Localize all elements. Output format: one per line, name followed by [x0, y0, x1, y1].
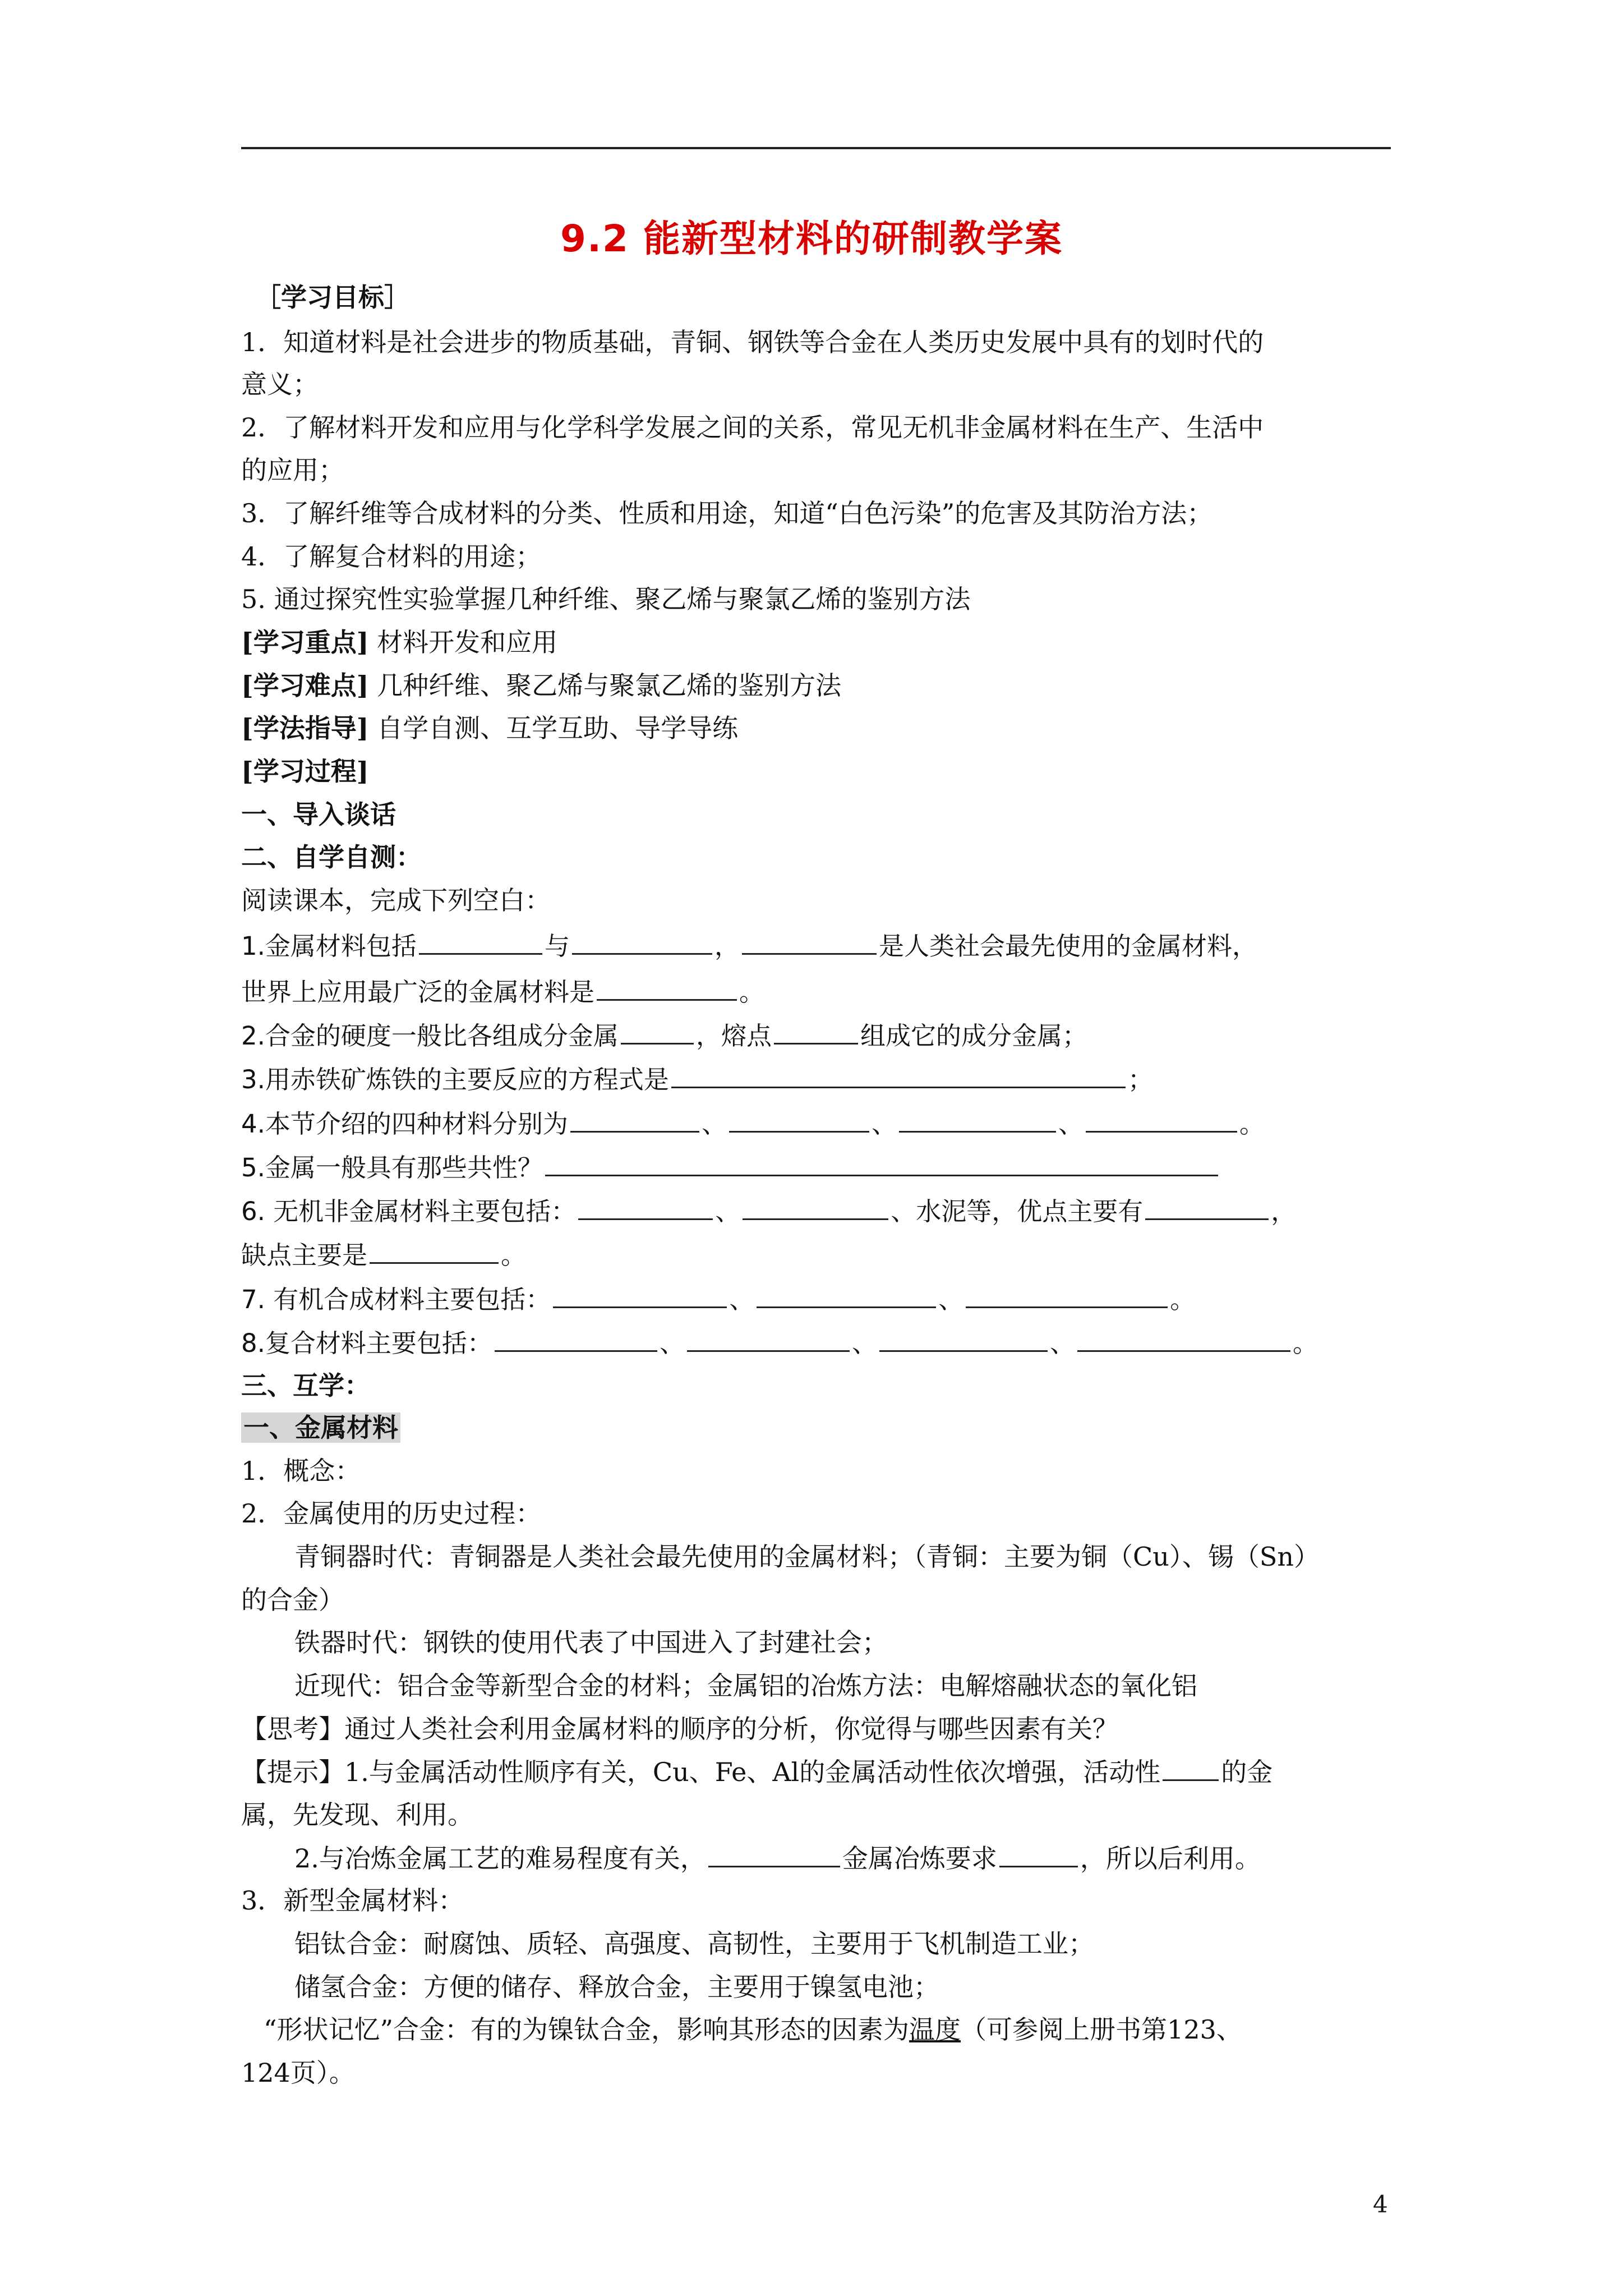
blank[interactable] — [545, 1150, 1218, 1176]
underlined-term: 温度 — [909, 2014, 961, 2045]
hydrogen-storage-alloy: 储氢合金：方便的储存、释放合金，主要用于镍氢电池； — [294, 1972, 939, 2002]
objectives-heading: ［学习目标］ — [255, 282, 410, 312]
think-prompt: 【思考】通过人类社会利用金属材料的顺序的分析，你觉得与哪些因素有关？ — [241, 1714, 1118, 1744]
q4-text: 4.本节介绍的四种材料分别为 — [241, 1109, 568, 1139]
new-metal-materials: 3．新型金属材料： — [241, 1885, 464, 1916]
process-heading: [学习过程] — [241, 756, 369, 786]
blank[interactable] — [1086, 1106, 1237, 1133]
objective-2a: 2．了解材料开发和应用与化学科学发展之间的关系，常见无机非金属材料在生产、生活中 — [241, 412, 1264, 443]
q8-text: 。 — [1292, 1328, 1318, 1358]
hint-text: 2.与冶炼金属工艺的难易程度有关， — [294, 1843, 706, 1874]
key-points — [241, 625, 1396, 659]
blank[interactable] — [687, 1326, 850, 1352]
separator: 、 — [729, 1285, 755, 1314]
separator: 、 — [851, 1328, 877, 1358]
separator: 、 — [1049, 1328, 1075, 1358]
q3-text: 3.用赤铁矿炼铁的主要反应的方程式是 — [241, 1065, 669, 1094]
hint-1a — [241, 1755, 1396, 1789]
q6-text: 、水泥等，优点主要有 — [891, 1197, 1144, 1226]
q4-text: 。 — [1239, 1109, 1265, 1139]
diff-text: 几种纤维、聚乙烯与聚氯乙烯的鉴别方法 — [368, 670, 842, 701]
question-2 — [241, 1018, 1396, 1053]
q2-text: ，熔点 — [695, 1021, 772, 1051]
hint-1b: 属，先发现、利用。 — [241, 1800, 473, 1830]
blank[interactable] — [999, 1841, 1078, 1867]
key-label: [学习重点] — [241, 627, 369, 657]
key-text: 材料开发和应用 — [368, 627, 558, 657]
blank[interactable] — [1163, 1755, 1219, 1781]
page-title: 9.2 能新型材料的研制教学案 — [560, 217, 1063, 260]
method-label: [学法指导] — [241, 713, 369, 743]
hint-text: 的金 — [1221, 1757, 1273, 1787]
q1-text: 是人类社会最先使用的金属材料， — [878, 931, 1257, 961]
question-6b — [241, 1237, 1396, 1272]
blank[interactable] — [597, 974, 737, 1001]
bronze-age-b: 的合金） — [241, 1585, 344, 1615]
blank[interactable] — [419, 928, 542, 955]
q7-text: 7. 有机合成材料主要包括： — [241, 1285, 551, 1314]
question-6a — [241, 1194, 1396, 1228]
blank[interactable] — [774, 1018, 858, 1045]
blank[interactable] — [729, 1106, 869, 1133]
question-1b — [241, 974, 1396, 1009]
question-8 — [241, 1326, 1396, 1360]
method-text: 自学自测、互学互助、导学导练 — [368, 713, 739, 743]
q6-text: 缺点主要是 — [241, 1240, 368, 1270]
blank[interactable] — [495, 1326, 657, 1352]
q1-text: 与 — [544, 931, 570, 961]
iron-age: 铁器时代：钢铁的使用代表了中国进入了封建社会； — [294, 1627, 888, 1658]
objective-3: 3．了解纤维等合成材料的分类、性质和用途，知道“白色污染”的危害及其防治方法； — [241, 498, 1213, 528]
objective-4: 4．了解复合材料的用途； — [241, 541, 542, 572]
q8-text: 8.复合材料主要包括： — [241, 1328, 492, 1358]
blank[interactable] — [757, 1282, 936, 1308]
metal-materials-heading — [241, 1411, 1396, 1444]
hint-text: 【提示】1.与金属活动性顺序有关，Cu、Fe、Al的金属活动性依次增强，活动性 — [241, 1757, 1161, 1787]
al-ti-alloy: 铝钛合金：耐腐蚀、质轻、高强度、高韧性，主要用于飞机制造工业； — [294, 1929, 1094, 1959]
blank[interactable] — [370, 1237, 499, 1264]
blank[interactable] — [570, 1106, 699, 1133]
blank[interactable] — [742, 928, 877, 955]
section-self-test: 二、自学自测： — [241, 842, 422, 872]
header-rule — [241, 147, 1391, 149]
method-guidance — [241, 711, 1396, 745]
q6-text: 6. 无机非金属材料主要包括： — [241, 1197, 577, 1226]
question-1a — [241, 928, 1396, 963]
q1-text: ， — [714, 931, 740, 961]
blank[interactable] — [743, 1194, 888, 1220]
question-5 — [241, 1150, 1396, 1185]
q5-text: 5.金属一般具有那些共性？ — [241, 1153, 543, 1182]
q1-text: 。 — [739, 977, 765, 1007]
objective-5: 5. 通过探究性实验掌握几种纤维、聚乙烯与聚氯乙烯的鉴别方法 — [241, 584, 971, 614]
q1-text: 世界上应用最广泛的金属材料是 — [241, 977, 595, 1007]
bronze-age-a: 青铜器时代：青铜器是人类社会最先使用的金属材料；（青铜：主要为铜（Cu）、锡（Sn） — [294, 1542, 1320, 1572]
blank[interactable] — [553, 1282, 727, 1308]
question-3 — [241, 1062, 1396, 1097]
blank[interactable] — [572, 928, 712, 955]
blank[interactable] — [621, 1018, 694, 1045]
blank[interactable] — [1145, 1194, 1269, 1220]
q7-text: 。 — [1170, 1285, 1196, 1314]
q6-text: ， — [1271, 1197, 1297, 1226]
reading-instruction: 阅读课本，完成下列空白： — [241, 885, 551, 915]
difficulties — [241, 669, 1396, 702]
hint-text: ，所以后利用。 — [1080, 1843, 1261, 1874]
shape-text: （可参阅上册书第123、 — [961, 2014, 1242, 2045]
blank[interactable] — [966, 1282, 1168, 1308]
separator: 、 — [938, 1285, 964, 1314]
blank[interactable] — [1077, 1326, 1290, 1352]
diff-label: [学习难点] — [241, 670, 369, 701]
shape-memory-alloy-b: 124页）。 — [241, 2058, 355, 2088]
blank[interactable] — [578, 1194, 713, 1220]
hint-text: 金属冶炼要求 — [842, 1843, 997, 1874]
shape-text: “形状记忆”合金：有的为镍钛合金，影响其形态的因素为 — [264, 2014, 910, 2045]
history-item: 2．金属使用的历史过程： — [241, 1498, 542, 1529]
q2-text: 2.合金的硬度一般比各组成分金属 — [241, 1021, 619, 1051]
shape-memory-alloy-a — [264, 2013, 1419, 2046]
concept-item: 1．概念： — [241, 1456, 361, 1486]
blank[interactable] — [879, 1326, 1048, 1352]
separator: 、 — [715, 1197, 741, 1226]
q6-text: 。 — [501, 1240, 527, 1270]
section-intro: 一、导入谈话 — [241, 799, 396, 830]
separator: 、 — [871, 1109, 897, 1139]
metal-heading-text: 一、金属材料 — [241, 1412, 400, 1443]
blank[interactable] — [899, 1106, 1056, 1133]
section-mutual-learning: 三、互学： — [241, 1370, 370, 1401]
question-4 — [241, 1106, 1396, 1141]
hint-2 — [294, 1841, 1450, 1875]
objective-1b: 意义； — [241, 369, 319, 399]
q3-text: ； — [1127, 1065, 1153, 1094]
objective-2b: 的应用； — [241, 455, 344, 485]
separator: 、 — [1058, 1109, 1083, 1139]
separator: 、 — [701, 1109, 727, 1139]
q1-text: 1.金属材料包括 — [241, 931, 417, 961]
separator: 、 — [659, 1328, 685, 1358]
page-number: 4 — [1373, 2191, 1388, 2218]
modern-age: 近现代：铝合金等新型合金的材料；金属铝的冶炼方法：电解熔融状态的氧化铝 — [294, 1671, 1197, 1701]
q2-text: 组成它的成分金属； — [860, 1021, 1087, 1051]
blank[interactable] — [708, 1841, 840, 1867]
objective-1a: 1．知道材料是社会进步的物质基础，青铜、钢铁等合金在人类历史发展中具有的划时代的 — [241, 327, 1264, 357]
question-7 — [241, 1282, 1396, 1317]
blank[interactable] — [671, 1062, 1126, 1088]
